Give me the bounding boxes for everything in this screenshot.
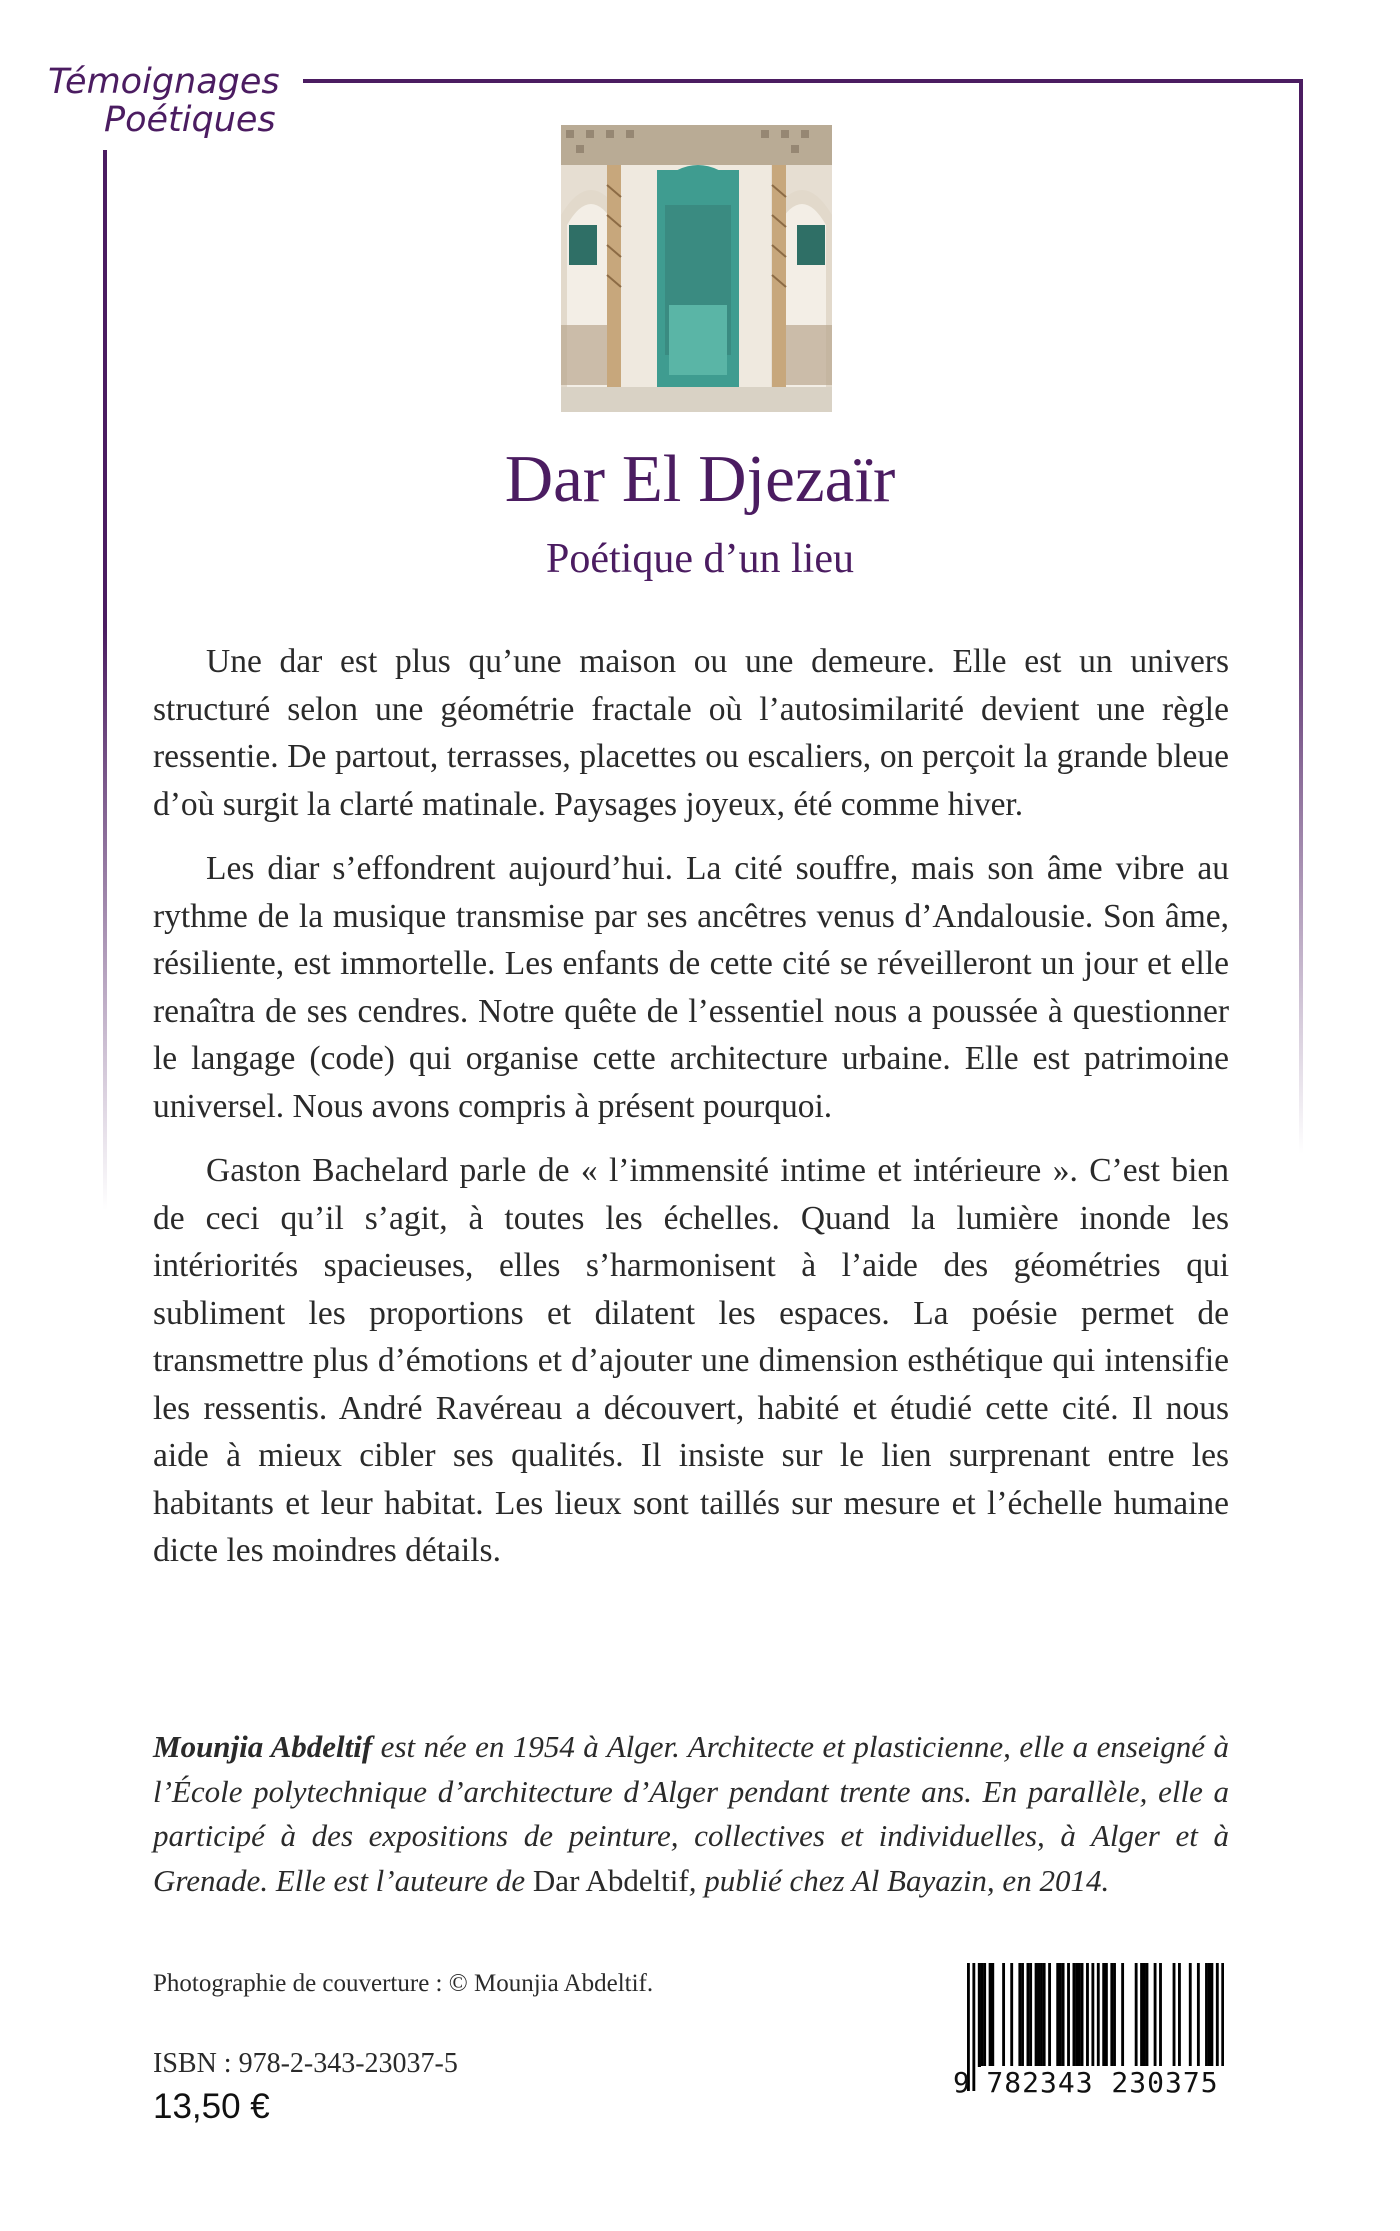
barcode-bar (1135, 1963, 1138, 2067)
barcode-bar (983, 1963, 986, 2067)
barcode-bar (1146, 1963, 1149, 2067)
barcode-bar (1073, 1963, 1076, 2067)
bio-text-end: , publié chez Al Bayazin, en 2014. (688, 1862, 1110, 1898)
barcode-bar (1173, 1963, 1176, 2067)
blurb (153, 638, 1229, 1592)
barcode-bar (1178, 1963, 1181, 2067)
barcode-bar (1078, 1963, 1081, 2067)
barcode-bar (1197, 1963, 1200, 2067)
blurb-paragraph: Une dar est plus qu’une maison ou une demeure. Elle est un univers structuré selon une géométrie fractale où l’autosimilarité devient une règle ressentie. De partout, terrasses, placettes ou escaliers, on perçoit la grande bleue d’où surgit la clarté matinale. Paysages joyeux, été comme hiver. (153, 643, 1229, 823)
barcode-bar (1029, 1963, 1032, 2067)
barcode-bar (1110, 1963, 1113, 2067)
cover-photo (561, 125, 832, 412)
barcode-first-digit: 9 (953, 2066, 970, 2099)
barcode-bar (1040, 1963, 1043, 2067)
author-bio (153, 1725, 1229, 1903)
photo-credit: Photographie de couverture : © Mounjia Abdeltif. (153, 1970, 654, 1997)
frame-top-rule (303, 79, 1303, 83)
barcode-bar (1121, 1963, 1124, 2067)
series-line-1: Témoignages (48, 62, 280, 102)
series-name (48, 64, 288, 140)
barcode-bar (1043, 1963, 1046, 2067)
frame-left-rule (103, 150, 107, 1210)
barcode-bar (1035, 1963, 1038, 2067)
series-line-2: Poétiques (104, 99, 276, 140)
barcode-bar (1067, 1963, 1070, 2067)
bio-text: est née en 1954 à Alger. Architecte et plasticienne, elle a enseigné à l’École polytechnique d’architecture d’Alger pendant trente ans. En parallèle, elle a participé à des expositions de peinture, collectives et individuelles, à Alger et à Grenade. Elle est l’auteure de (153, 1729, 1230, 1898)
barcode-bar (1105, 1963, 1108, 2067)
barcode-bar (1159, 1963, 1162, 2067)
barcode-bar (1037, 1963, 1040, 2067)
barcode-bar (1208, 1963, 1211, 2067)
barcode-bar (981, 1963, 984, 2067)
isbn: ISBN : 978-2-343-23037-5 (153, 2048, 458, 2079)
barcode-bar (1081, 1963, 1084, 2067)
blurb-paragraph: Les diar s’effondrent aujourd’hui. La cité souffre, mais son âme vibre au rythme de la musique transmise par ses ancêtres venus d’Andalousie. Son âme, résiliente, est immortelle. Les enfants de cette cité se réveilleront un jour et elle renaîtra de ses cendres. Notre quête de l’essentiel nous a poussée à questionner le langage (code) qui organise cette architecture urbaine. Elle est patrimoine universel. Nous avons compris à présent pourquoi. (153, 850, 1229, 1125)
barcode-bar (1154, 1963, 1157, 2067)
blurb-paragraph: Gaston Bachelard parle de « l’immensité intime et intérieure ». C’est bien de ceci qu’il s’agit, à toutes les échelles. Quand la lumière inonde les intériorités spacieuses, elles s’harmonisent à l’aide des géométries qui subliment les proportions et dilatent les espaces. La poésie permet de transmettre plus d’émotions et d’ajouter une dimension esthétique qui intensifie les ressentis. André Ravéreau a découvert, habité et étudié cette cité. Il nous aide à mieux cibler ses qualités. Il insiste sur le lien surprenant entre les habitants et leur habitat. Les lieux sont taillés sur mesure et l’échelle humaine dicte les moindres détails. (153, 1152, 1229, 1569)
barcode-bar (1062, 1963, 1065, 2067)
barcode-bar (1002, 1963, 1005, 2067)
barcode-bar (1113, 1963, 1116, 2067)
barcode-digits: 782343 230375 (981, 2066, 1224, 2099)
book-title: Dar El Djezaïr (504, 442, 896, 516)
barcode-bar (1210, 1963, 1213, 2067)
barcode (953, 1963, 1224, 2113)
barcode-bar (1010, 1963, 1013, 2067)
barcode-bar (1021, 1963, 1024, 2067)
barcode-bar (1189, 1963, 1192, 2067)
barcode-bar (1018, 1963, 1021, 2067)
barcode-bar (1027, 1963, 1030, 2067)
author-name: Mounjia Abdeltif (153, 1729, 373, 1764)
barcode-bar (1143, 1963, 1146, 2067)
bio-book-title: Dar Abdeltif (532, 1862, 689, 1898)
barcode-bar (1075, 1963, 1078, 2067)
price: 13,50 € (153, 2087, 270, 2126)
barcode-bar (1102, 1963, 1105, 2067)
frame-right-rule (1299, 79, 1303, 1154)
courtyard-arch-photo (561, 125, 832, 412)
barcode-bar (1140, 1963, 1143, 2067)
book-subtitle: Poétique d’un lieu (546, 536, 854, 582)
barcode-bar (1048, 1963, 1051, 2067)
barcode-bar (978, 1963, 981, 2067)
barcode-bar (1059, 1963, 1062, 2067)
barcode-bar (1056, 1963, 1059, 2067)
barcode-bar (989, 1963, 992, 2067)
barcode-bar (1205, 1963, 1208, 2067)
barcode-bar (1086, 1963, 1089, 2067)
barcode-bar (972, 1963, 975, 2091)
barcode-bar (991, 1963, 994, 2067)
